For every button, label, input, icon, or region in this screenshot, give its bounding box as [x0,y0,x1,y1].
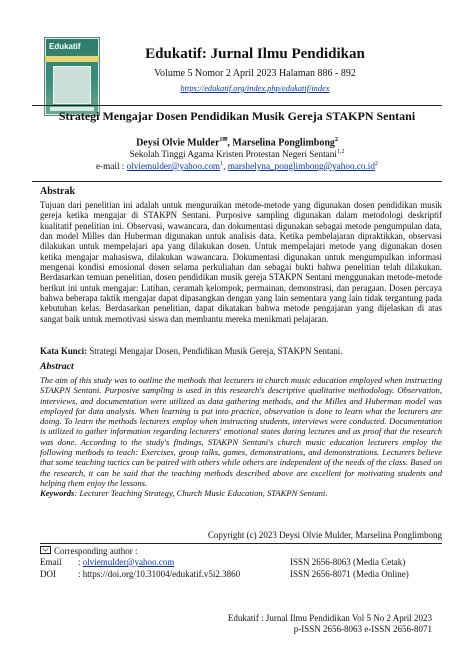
cover-photo [53,66,91,104]
author-1-sup: 1✉ [219,137,228,143]
keywords-line [40,488,442,498]
author-1: Deysi Olvie Mulder [136,137,220,149]
keywords-label: Keywords [40,488,75,498]
email-2-sup: 2 [374,161,378,167]
kata-kunci-label: Kata Kunci: [40,346,88,356]
kata-kunci-text: Strategi Mengajar Dosen, Pendidikan Musik Gereja, STAKPN Sentani. [87,346,343,356]
meta-divider [40,543,442,544]
corresponding-label: Corresponding author : [54,546,138,556]
journal-title: Edukatif: Jurnal Ilmu Pendidikan [145,46,365,62]
corresponding-email-row [40,557,174,567]
email-prefix: e-mail : [96,161,127,172]
email-1-sup: 1 [220,161,224,167]
email-colon: : [78,557,83,567]
email-label: Email [40,557,62,567]
corresponding-line [40,546,138,556]
author-separator: , [227,137,233,149]
issn-print: ISSN 2656-8063 (Media Cetak) [290,557,406,567]
corresponding-email-link[interactable]: olviemulder@yahoo.com [82,557,175,567]
abstract-divider [32,181,442,182]
footer-issn-line: p-ISSN 2656-8063 e-ISSN 2656-8071 [293,624,432,634]
authors-line [32,136,442,148]
cover-title: Edukatif [49,42,81,51]
doi-label: DOI [40,569,56,579]
email-separator: , [223,161,228,172]
email-link-1[interactable]: olviemulder@yahoo.com [126,161,221,172]
affiliation-sup: 1,2 [336,149,345,155]
mail-icon [40,546,51,554]
email-link-2[interactable]: marshelyna_ponglimbong@yahoo.co.id [227,161,375,172]
doi-value[interactable]: : https://doi.org/10.31004/edukatif.v5i2.3860 [78,569,241,579]
footer-journal-line: Edukatif : Jurnal Ilmu Pendidikan Vol 5 No 2 April 2023 [227,613,432,623]
journal-volume-line: Volume 5 Nomor 2 April 2023 Halaman 886 - 892 [154,68,356,79]
abstrak-heading: Abstrak [40,186,76,197]
abstract-body: The aim of this study was to outline the methods that lecturers in church music education employed when instructing STAKPN Sentani. Purposive sampling is used in this research's descriptive qualitative methodology. Observation, interviews, and documentation were utilized as data gathering methods, and the Milles and Huberman model was employed for data analysis. When learning is put into practice, observation is done to learn what the lecturers are doing. To learn the methods lecturers employ when instructing students, interviews were conducted. Documentation is utilized to gather information regarding lecturers' emotional states during lectures and as proof that the research was done. According to the study's findings, STAKPN Sentani's church music education lecturers employ the following methods to teach: Exercises, group talks, games, demonstrations, and demonstrations. Lecturers believe that some teaching tactics can be paired with others while others are independent of the needs of the class. Based on the research, it can be said that the teaching methods described above are excellent for motivating students and helping them enjoy the lessons. [40,375,442,488]
abstract-heading: Abstract [40,361,74,372]
author-2-sup: 2 [334,137,338,143]
email-line [32,161,442,171]
affiliation: Sekolah Tinggi Agama Kristen Protestan Negeri Sentani [129,149,337,160]
doi-row [40,569,240,579]
copyright-line: Copyright (c) 2023 Deysi Olvie Mulder, Marselina Ponglimbong [207,530,442,540]
header-divider [32,105,442,106]
author-2: Marselina Ponglimbong [232,137,335,149]
abstrak-body: Tujuan dari penelitian ini adalah untuk menguraikan metode-metode yang digunakan dosen pendidikan musik gereja ketika mengajar di STAKPN Sentani. Purposive sampling digunakan dalam metodologi deskriptif kualitatif penelitian ini. Observasi, wawancara, dan dokumentasi digunakan sebagai metode pengumpulan data, dan model Milles dan Huberman digunakan untuk analisis data. Ketika pembelajaran dipraktikkan, observasi dilakukan untuk mempelajari apa yang dilakukan dosen. Untuk mempelajari metode yang digunakan dosen ketika mengajar mahasiswa, dilakukan wawancara. Dokumentasi digunakan untuk mengumpulkan informasi mengenai kondisi emosional dosen selama perkuliahan dan sebagai bukti bahwa penelitian telah dilakukan. Berdasarkan temuan penelitian, dosen pendidikan musik gereja STAKPN Sentani menggunakan metode-metode berikut ini untuk mengajar: Latihan, ceramah kelompok, permainan, demonstrasi, dan peragaan. Dosen percaya bahwa beberapa taktik mengajar dapat dipasangkan dengan yang lain sementara yang lain tidak tergantung pada kebutuhan kelas. Berdasarkan penelitian, dapat dikatakan bahwa metode pengajaran yang dijelaskan di atas sangat baik untuk memotivasi siswa dan membantu mereka menikmati pelajaran. [40,200,442,324]
journal-url-link[interactable]: https://edukatif.org/index.php/edukatif/index [180,84,330,93]
keywords-text: : Lecturer Teaching Strategy, Church Music Education, STAKPN Sentani. [74,488,328,498]
cover-band [45,56,99,62]
issn-online: ISSN 2656-8071 (Media Online) [290,569,409,579]
paper-title: Strategi Mengajar Dosen Pendidikan Musik Gereja STAKPN Sentani [58,109,416,123]
affiliation-line [32,149,442,159]
kata-kunci-line [40,346,442,356]
